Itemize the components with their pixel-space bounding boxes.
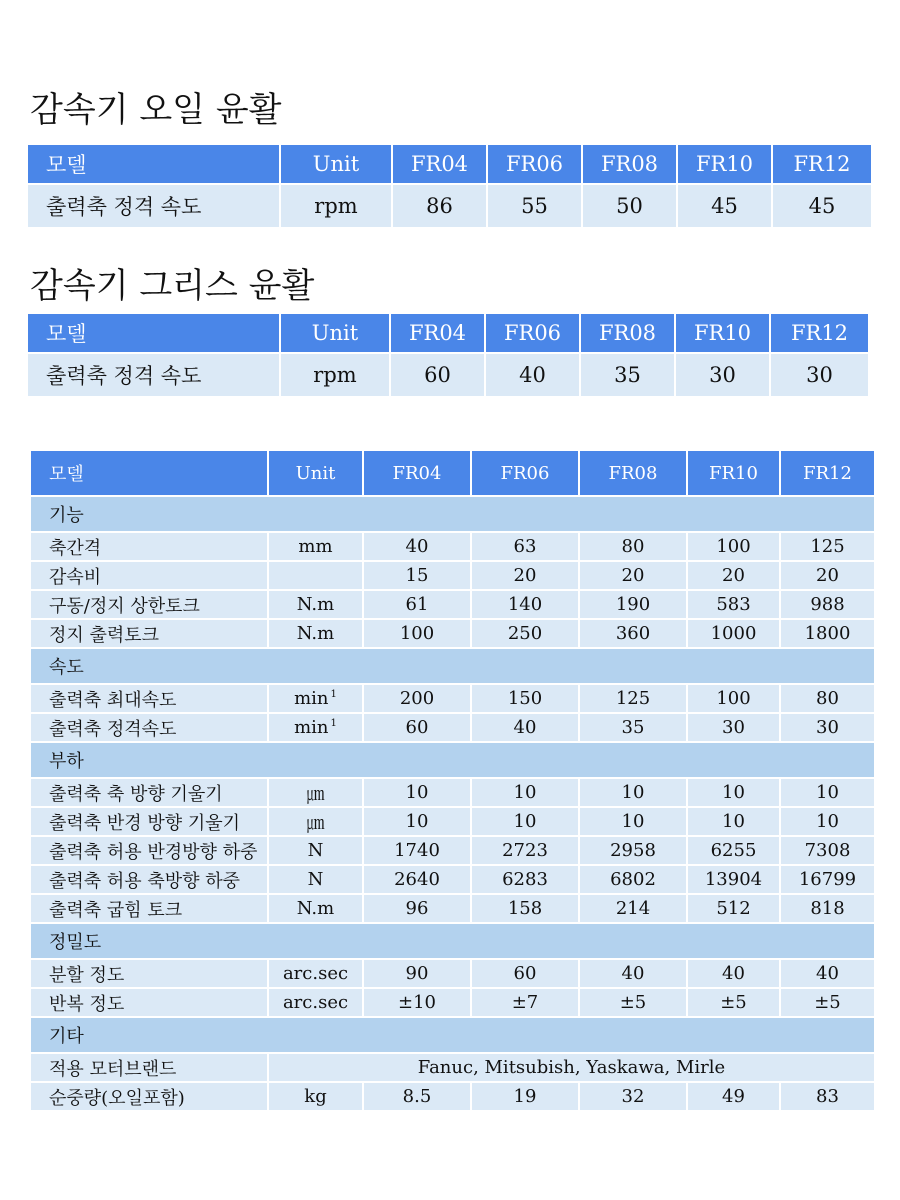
section-title: 정밀도	[30, 923, 875, 959]
value-cell: 15	[363, 561, 471, 590]
value-cell: 40	[485, 353, 580, 397]
header-cell-model: 모델	[30, 450, 268, 496]
table-row	[30, 865, 875, 894]
value-cell: ±10	[363, 988, 471, 1017]
value-cell: 818	[780, 894, 875, 923]
value-cell: 10	[687, 807, 780, 836]
section-header-row	[30, 648, 875, 684]
unit-text: N.m	[296, 594, 335, 615]
row-label: 출력축 허용 반경방향 하중	[30, 836, 268, 865]
table-row	[30, 894, 875, 923]
header-cell-unit: Unit	[280, 313, 390, 353]
value-cell: 40	[363, 532, 471, 561]
row-label: 출력축 정격 속도	[27, 353, 280, 397]
row-label: 축간격	[30, 532, 268, 561]
row-label: 반복 정도	[30, 988, 268, 1017]
value-cell: 30	[675, 353, 770, 397]
value-cell: 10	[471, 807, 579, 836]
specification-table	[29, 449, 876, 1112]
row-label: 순중량(오일포함)	[30, 1082, 268, 1111]
oil-lubrication-title: 감속기 오일 윤활	[30, 90, 282, 130]
value-cell: ±5	[579, 988, 687, 1017]
value-cell: 10	[363, 778, 471, 807]
row-unit	[268, 865, 363, 894]
table-header-row	[27, 144, 872, 184]
row-unit	[268, 807, 363, 836]
section-header-row	[30, 742, 875, 778]
section-header-row	[30, 496, 875, 532]
value-cell: ±5	[780, 988, 875, 1017]
section-title: 기타	[30, 1017, 875, 1053]
value-cell: 61	[363, 590, 471, 619]
value-cell: 360	[579, 619, 687, 648]
row-label: 분할 정도	[30, 959, 268, 988]
table-row	[30, 713, 875, 742]
value-cell: 2640	[363, 865, 471, 894]
table-header-row	[27, 313, 869, 353]
value-cell: 90	[363, 959, 471, 988]
unit-text: min	[294, 688, 329, 709]
value-cell: 20	[780, 561, 875, 590]
row-label: 정지 출력토크	[30, 619, 268, 648]
row-label: 출력축 축 방향 기울기	[30, 778, 268, 807]
value-cell: 32	[579, 1082, 687, 1111]
header-cell-fr08: FR08	[580, 313, 675, 353]
value-cell: 125	[579, 684, 687, 713]
unit-text: min	[294, 717, 329, 738]
row-unit: rpm	[280, 184, 392, 228]
value-cell: 80	[579, 532, 687, 561]
value-cell: 30	[687, 713, 780, 742]
unit-text: ㎛	[306, 783, 325, 805]
header-cell-unit: Unit	[268, 450, 363, 496]
value-cell: 7308	[780, 836, 875, 865]
header-cell-fr10: FR10	[677, 144, 772, 184]
table-row	[30, 590, 875, 619]
value-cell: 10	[363, 807, 471, 836]
value-cell: 35	[580, 353, 675, 397]
unit-text: N.m	[296, 623, 335, 644]
table-row	[30, 778, 875, 807]
value-cell: ±7	[471, 988, 579, 1017]
table-row	[30, 1053, 875, 1082]
header-cell-fr04: FR04	[392, 144, 487, 184]
value-cell: 158	[471, 894, 579, 923]
value-cell: 30	[780, 713, 875, 742]
value-cell: 40	[687, 959, 780, 988]
value-cell: 83	[780, 1082, 875, 1111]
value-cell: 6802	[579, 865, 687, 894]
value-cell: 60	[390, 353, 485, 397]
row-label: 구동/정지 상한토크	[30, 590, 268, 619]
header-cell-fr10: FR10	[687, 450, 780, 496]
header-cell-model: 모델	[27, 144, 280, 184]
value-cell: 100	[687, 532, 780, 561]
value-cell: 86	[392, 184, 487, 228]
table-row	[30, 959, 875, 988]
row-label: 출력축 정격 속도	[27, 184, 280, 228]
value-cell: 512	[687, 894, 780, 923]
unit-text: kg	[304, 1086, 327, 1107]
value-cell: 45	[772, 184, 872, 228]
value-cell: 10	[780, 807, 875, 836]
value-cell: 140	[471, 590, 579, 619]
value-cell: 6283	[471, 865, 579, 894]
row-unit	[268, 561, 363, 590]
header-cell-fr10: FR10	[675, 313, 770, 353]
row-unit	[268, 590, 363, 619]
table-row	[30, 1082, 875, 1111]
table-row	[30, 684, 875, 713]
value-cell: 45	[677, 184, 772, 228]
value-cell: 2723	[471, 836, 579, 865]
value-cell: 250	[471, 619, 579, 648]
header-cell-fr06: FR06	[485, 313, 580, 353]
value-cell: 96	[363, 894, 471, 923]
unit-text: N	[307, 869, 324, 890]
row-unit	[268, 778, 363, 807]
section-title: 부하	[30, 742, 875, 778]
header-cell-fr08: FR08	[582, 144, 677, 184]
value-cell: 1740	[363, 836, 471, 865]
value-cell: 190	[579, 590, 687, 619]
row-unit: rpm	[280, 353, 390, 397]
grease-lubrication-table	[26, 312, 870, 398]
unit-text: N	[307, 840, 324, 861]
value-cell: 49	[687, 1082, 780, 1111]
table-row	[30, 532, 875, 561]
header-cell-fr06: FR06	[471, 450, 579, 496]
row-unit	[268, 713, 363, 742]
section-header-row	[30, 923, 875, 959]
value-cell: 100	[687, 684, 780, 713]
row-unit	[268, 894, 363, 923]
header-cell-fr06: FR06	[487, 144, 582, 184]
value-cell: 35	[579, 713, 687, 742]
row-label: 출력축 굽힘 토크	[30, 894, 268, 923]
value-cell: 55	[487, 184, 582, 228]
value-cell: 19	[471, 1082, 579, 1111]
header-cell-fr12: FR12	[780, 450, 875, 496]
header-cell-fr12: FR12	[772, 144, 872, 184]
section-title: 속도	[30, 648, 875, 684]
unit-text: arc.sec	[282, 963, 349, 984]
grease-lubrication-title: 감속기 그리스 윤활	[30, 266, 315, 306]
value-cell: 988	[780, 590, 875, 619]
row-label: 적용 모터브랜드	[30, 1053, 268, 1082]
table-row	[30, 988, 875, 1017]
header-cell-fr04: FR04	[363, 450, 471, 496]
merged-value-cell: Fanuc, Mitsubish, Yaskawa, Mirle	[268, 1053, 875, 1082]
value-cell: 30	[770, 353, 869, 397]
row-unit	[268, 836, 363, 865]
row-label: 감속비	[30, 561, 268, 590]
row-unit	[268, 532, 363, 561]
row-label: 출력축 최대속도	[30, 684, 268, 713]
value-cell: 10	[687, 778, 780, 807]
value-cell: 10	[579, 807, 687, 836]
unit-superscript: 1	[330, 689, 337, 700]
row-label: 출력축 반경 방향 기울기	[30, 807, 268, 836]
table-header-row	[30, 450, 875, 496]
value-cell: 60	[471, 959, 579, 988]
value-cell: 214	[579, 894, 687, 923]
table-row	[27, 353, 869, 397]
value-cell: 20	[471, 561, 579, 590]
row-unit	[268, 684, 363, 713]
header-cell-unit: Unit	[280, 144, 392, 184]
value-cell: 20	[687, 561, 780, 590]
table-row	[30, 561, 875, 590]
table-row	[30, 836, 875, 865]
header-cell-fr04: FR04	[390, 313, 485, 353]
value-cell: 40	[579, 959, 687, 988]
value-cell: 6255	[687, 836, 780, 865]
header-cell-model: 모델	[27, 313, 280, 353]
header-cell-fr08: FR08	[579, 450, 687, 496]
unit-superscript: 1	[330, 718, 337, 729]
value-cell: 1000	[687, 619, 780, 648]
table-row	[30, 619, 875, 648]
value-cell: 60	[363, 713, 471, 742]
value-cell: 80	[780, 684, 875, 713]
section-title: 기능	[30, 496, 875, 532]
value-cell: 40	[780, 959, 875, 988]
value-cell: 2958	[579, 836, 687, 865]
value-cell: 10	[471, 778, 579, 807]
value-cell: 20	[579, 561, 687, 590]
row-label: 출력축 정격속도	[30, 713, 268, 742]
header-cell-fr12: FR12	[770, 313, 869, 353]
table-row	[30, 807, 875, 836]
section-header-row	[30, 1017, 875, 1053]
value-cell: 10	[780, 778, 875, 807]
unit-text: mm	[298, 536, 333, 557]
value-cell: 16799	[780, 865, 875, 894]
oil-lubrication-table	[26, 143, 873, 229]
value-cell: 1800	[780, 619, 875, 648]
value-cell: 50	[582, 184, 677, 228]
row-unit	[268, 1082, 363, 1111]
row-unit	[268, 959, 363, 988]
row-unit	[268, 988, 363, 1017]
value-cell: 583	[687, 590, 780, 619]
value-cell: 8.5	[363, 1082, 471, 1111]
value-cell: 100	[363, 619, 471, 648]
value-cell: 63	[471, 532, 579, 561]
value-cell: 200	[363, 684, 471, 713]
value-cell: 10	[579, 778, 687, 807]
value-cell: 13904	[687, 865, 780, 894]
table-row	[27, 184, 872, 228]
unit-text: ㎛	[306, 812, 325, 834]
row-label: 출력축 허용 축방향 하중	[30, 865, 268, 894]
row-unit	[268, 619, 363, 648]
value-cell: 125	[780, 532, 875, 561]
value-cell: 40	[471, 713, 579, 742]
unit-text: N.m	[296, 898, 335, 919]
value-cell: ±5	[687, 988, 780, 1017]
unit-text: arc.sec	[282, 992, 349, 1013]
value-cell: 150	[471, 684, 579, 713]
